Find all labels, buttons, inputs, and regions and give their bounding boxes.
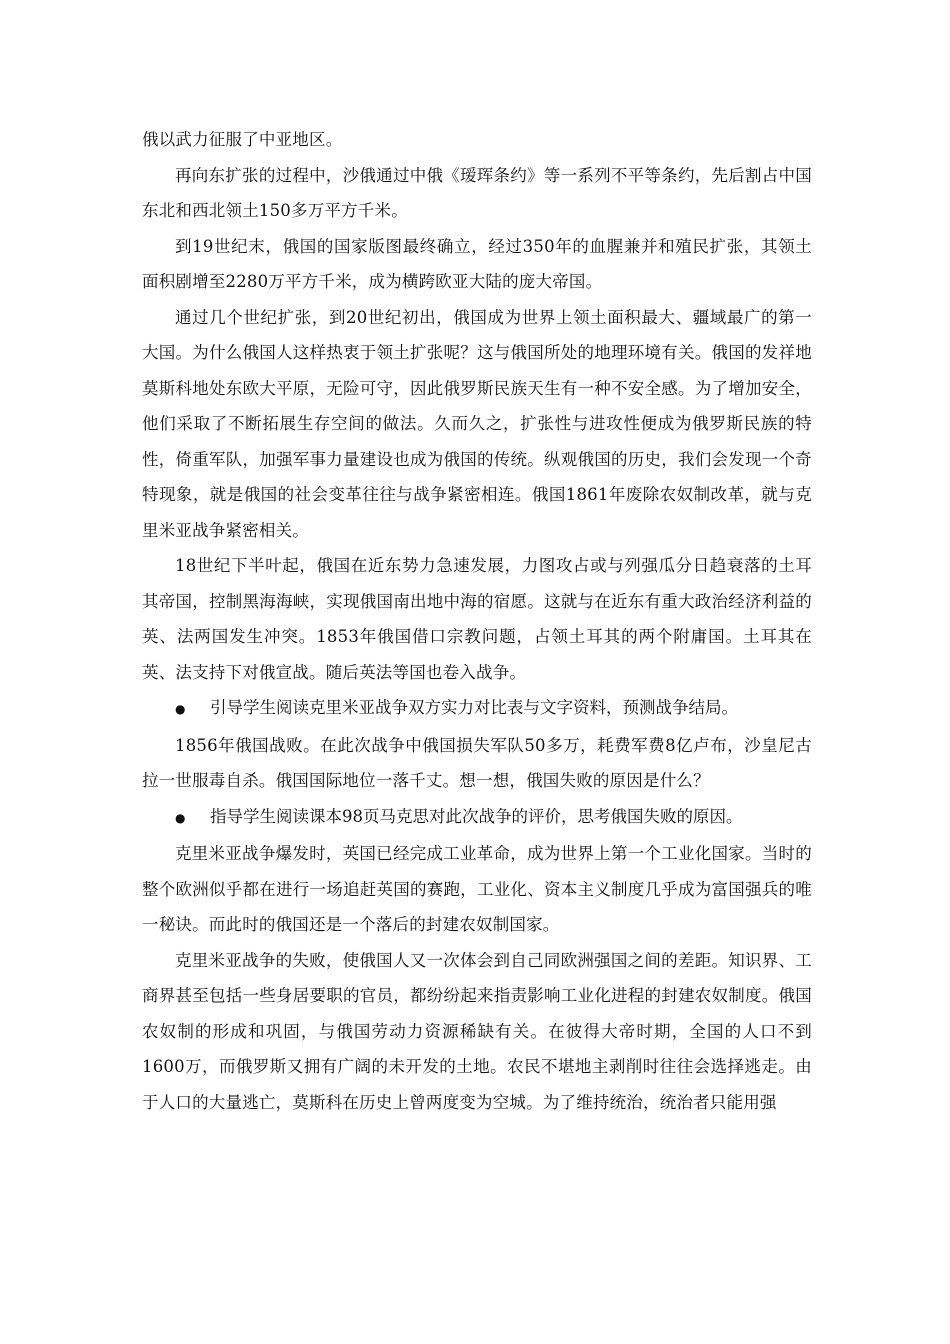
paragraph-1: 俄以武力征服了中亚地区。 xyxy=(142,130,343,149)
paragraph-7: 克里米亚战争爆发时，英国已经完成工业革命，成为世界上第一个工业化国家。当时的整个欧洲似乎都在进行一场追赶英国的赛跑，工业化、资本主义制度几乎成为富国强兵的唯一秘诀。而此时的俄国还是一个落后的封建农奴制国家。 xyxy=(142,844,812,934)
bullet-item-2 xyxy=(142,799,812,837)
paragraph-5: 18世纪下半叶起，俄国在近东势力急速发展，力图攻占或与列强瓜分日趋衰落的土耳其帝国，控制黑海海峡，实现俄国南出地中海的宿愿。这就与在近东有重大政治经济利益的英、法两国发生冲突。1853年俄国借口宗教问题，占领土耳其的两个附庸国。土耳其在英、法支持下对俄宣战。随后英法等国也卷入战争。 xyxy=(142,556,812,682)
paragraph-6: 1856年俄国战败。在此次战争中俄国损失军队50多万，耗费军费8亿卢布，沙皇尼古拉一世服毒自杀。俄国国际地位一落千丈。想一想，俄国失败的原因是什么？ xyxy=(142,735,812,790)
paragraph-3: 到19世纪末，俄国的国家版图最终确立，经过350年的血腥兼并和殖民扩张，其领土面积剧增至2280万平方千米，成为横跨欧亚大陆的庞大帝国。 xyxy=(142,236,812,291)
bullet-item-text: 引导学生阅读克里米亚战争双方实力对比表与文字资料，预测战争结局。 xyxy=(210,698,738,717)
paragraph-4: 通过几个世纪扩张，到20世纪初出，俄国成为世界上领土面积最大、疆域最广的第一大国。为什么俄国人这样热衷于领土扩张呢？这与俄国所处的地理环境有关。俄国的发祥地莫斯科地处东欧大平原，无险可守，因此俄罗斯民族天生有一种不安全感。为了增加安全，他们采取了不断拓展生存空间的做法。久而久之，扩张性与进攻性便成为俄罗斯民族的特性，倚重军队，加强军事力量建设也成为俄国的传统。纵观俄国的历史，我们会发现一个奇特现象，就是俄国的社会变革往往与战争紧密相连。俄国1861年废除农奴制改革，就与克里米亚战争紧密相关。 xyxy=(142,307,812,540)
bullet-item-text: 指导学生阅读课本98页马克思对此次战争的评价，思考俄国失败的原因。 xyxy=(210,806,743,826)
document-body xyxy=(142,122,812,1120)
bullet-icon: ● xyxy=(175,810,186,825)
bullet-item-1 xyxy=(142,690,812,728)
paragraph-8: 克里米亚战争的失败，使俄国人又一次体会到自己同欧洲强国之间的差距。知识界、工商界甚至包括一些身居要职的官员，都纷纷起来指责影响工业化进程的封建农奴制度。俄国农奴制的形成和巩固，与俄国劳动力资源稀缺有关。在彼得大帝时期，全国的人口不到1600万，而俄罗斯又拥有广阔的未开发的土地。农民不堪地主剥削时往往会选择逃走。由于人口的大量逃亡，莫斯科在历史上曾两度变为空城。为了维持统治，统治者只能用强 xyxy=(142,950,812,1112)
bullet-icon: ● xyxy=(175,702,186,716)
paragraph-2: 再向东扩张的过程中，沙俄通过中俄《瑷珲条约》等一系列不平等条约，先后割占中国东北和西北领土150多万平方千米。 xyxy=(142,165,812,220)
